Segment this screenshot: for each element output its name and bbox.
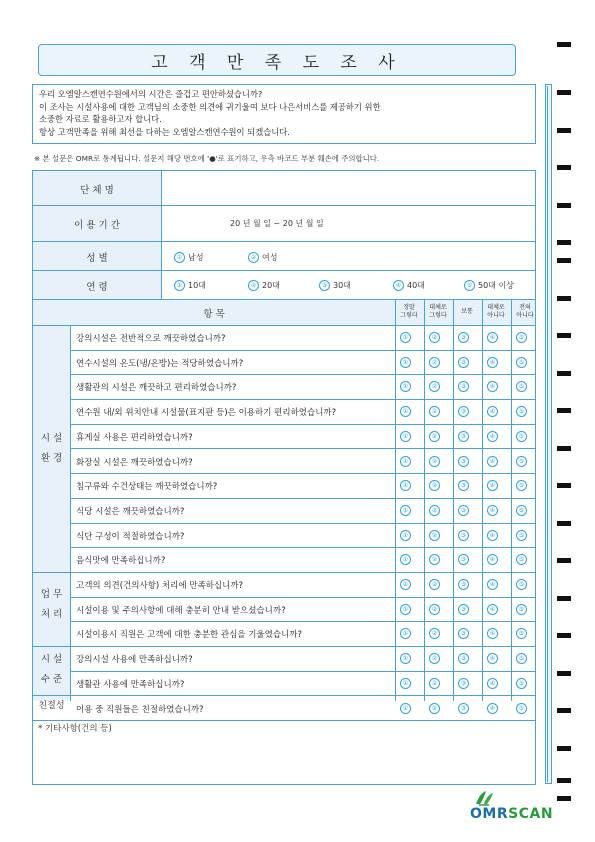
intro-line: 우리 오엠알스캔연수원에서의 시간은 즐겁고 편안하셨습니까? xyxy=(39,89,263,99)
timing-mark xyxy=(557,128,571,133)
logo-text-scan: SCAN xyxy=(508,806,554,822)
logo-text xyxy=(470,806,553,822)
answer-bubble-1[interactable]: ① xyxy=(400,480,411,491)
answer-bubble-1[interactable]: ① xyxy=(400,406,411,417)
answer-bubble-1[interactable]: ① xyxy=(400,653,411,664)
answer-bubble-3[interactable]: ③ xyxy=(458,332,469,343)
answer-bubble-4[interactable]: ④ xyxy=(487,604,498,615)
answer-bubble-3[interactable]: ③ xyxy=(458,505,469,516)
question-text: 화장실 시설은 깨끗하였습니까? xyxy=(76,457,193,468)
answer-bubble-4[interactable]: ④ xyxy=(487,678,498,689)
answer-bubble-5[interactable]: ⑤ xyxy=(516,406,527,417)
period-label: 이 용 기 간 xyxy=(74,220,120,231)
question-text: 식당 시설은 깨끗하였습니까? xyxy=(76,506,185,517)
answer-bubble-4[interactable]: ④ xyxy=(487,554,498,565)
answer-bubble-3[interactable]: ③ xyxy=(458,431,469,442)
question-text: 강의시설은 전반적으로 깨끗하였습니까? xyxy=(76,334,226,344)
gender-bubble-2[interactable]: ② xyxy=(248,252,259,263)
answer-bubble-1[interactable]: ① xyxy=(400,579,411,590)
answer-bubble-3[interactable]: ③ xyxy=(458,628,469,639)
answer-bubble-2[interactable]: ② xyxy=(429,703,440,714)
age-bubble-2[interactable]: ② xyxy=(248,280,259,291)
answer-bubble-4[interactable]: ④ xyxy=(487,480,498,491)
timing-mark xyxy=(557,203,571,208)
gender-label: 성 별 xyxy=(86,253,108,264)
answer-bubble-5[interactable]: ⑤ xyxy=(516,332,527,343)
timing-mark xyxy=(557,240,571,245)
answer-bubble-5[interactable]: ⑤ xyxy=(516,505,527,516)
timing-mark xyxy=(557,633,571,638)
timing-mark xyxy=(557,708,571,713)
answer-bubble-1[interactable]: ① xyxy=(400,703,411,714)
question-text: 식단 구성이 적절하였습니까? xyxy=(76,531,185,542)
timing-mark xyxy=(557,521,571,526)
question-text: 이용 중 직원들은 친절하였습니까? xyxy=(76,704,204,715)
answer-bubble-5[interactable]: ⑤ xyxy=(516,628,527,639)
gender-option-male: 남성 xyxy=(188,253,204,262)
answer-bubble-4[interactable]: ④ xyxy=(487,530,498,541)
answer-bubble-3[interactable]: ③ xyxy=(458,579,469,590)
answer-bubble-5[interactable]: ⑤ xyxy=(516,678,527,689)
question-text: 생활관 사용에 만족하십니까? xyxy=(76,679,185,690)
age-option-40s: 40대 xyxy=(407,281,425,290)
answer-bubble-4[interactable]: ④ xyxy=(487,406,498,417)
answer-bubble-5[interactable]: ⑤ xyxy=(516,579,527,590)
answer-bubble-2[interactable]: ② xyxy=(429,505,440,516)
instruction-note: ※ 본 설문은 OMR로 통계됩니다. 설문지 해당 번호에 '●'로 표기하고, 우측 바코드 부분 훼손에 주의합니다. xyxy=(34,154,380,163)
answer-bubble-3[interactable]: ③ xyxy=(458,530,469,541)
answer-bubble-3[interactable]: ③ xyxy=(458,357,469,368)
scale-header-1: 정말 그렇다 xyxy=(400,304,418,319)
timing-mark xyxy=(557,165,571,170)
answer-bubble-5[interactable]: ⑤ xyxy=(516,604,527,615)
answer-bubble-2[interactable]: ② xyxy=(429,381,440,392)
answer-bubble-1[interactable]: ① xyxy=(400,456,411,467)
gender-bubble-1[interactable]: ① xyxy=(174,252,185,263)
org-label: 단 체 명 xyxy=(80,185,114,196)
answer-bubble-4[interactable]: ④ xyxy=(487,579,498,590)
answer-bubble-5[interactable]: ⑤ xyxy=(516,703,527,714)
answer-bubble-2[interactable]: ② xyxy=(429,554,440,565)
scale-header-3: 보통 xyxy=(461,308,473,315)
gender-option-female: 여성 xyxy=(262,253,278,262)
period-value[interactable]: 20 년 월 일 ~ 20 년 월 일 xyxy=(230,219,324,228)
timing-mark xyxy=(557,371,571,376)
answer-bubble-4[interactable]: ④ xyxy=(487,628,498,639)
scale-header-4: 대체로 아니다 xyxy=(487,304,505,319)
answer-bubble-3[interactable]: ③ xyxy=(458,653,469,664)
question-text: 연수원 내/외 위치안내 시설물(표지판 등)은 이용하기 편리하였습니까? xyxy=(76,408,337,419)
page-title: 고 객 만 족 도 조 사 xyxy=(38,44,516,76)
answer-bubble-1[interactable]: ① xyxy=(400,604,411,615)
age-option-20s: 20대 xyxy=(262,281,280,290)
answer-bubble-5[interactable]: ⑤ xyxy=(516,381,527,392)
intro-line: 이 조사는 시설사용에 대한 고객님의 소중한 의견에 귀기울여 보다 나은서비스를 제공하기 위한 xyxy=(39,101,381,112)
timing-mark xyxy=(557,333,571,338)
group-column-shade xyxy=(33,325,70,701)
answer-bubble-4[interactable]: ④ xyxy=(487,456,498,467)
answer-bubble-4[interactable]: ④ xyxy=(487,653,498,664)
answer-bubble-3[interactable]: ③ xyxy=(458,381,469,392)
answer-bubble-4[interactable]: ④ xyxy=(487,505,498,516)
intro-text xyxy=(32,84,536,144)
answer-bubble-5[interactable]: ⑤ xyxy=(516,480,527,491)
answer-bubble-4[interactable]: ④ xyxy=(487,357,498,368)
question-text: 시설이용시 직원은 고객에 대한 충분한 관심을 기울였습니까? xyxy=(76,630,303,641)
answer-bubble-3[interactable]: ③ xyxy=(458,554,469,565)
answer-bubble-1[interactable]: ① xyxy=(400,678,411,689)
answer-bubble-1[interactable]: ① xyxy=(400,505,411,516)
answer-bubble-1[interactable]: ① xyxy=(400,530,411,541)
timing-mark xyxy=(557,558,571,563)
intro-line: 소중한 자료로 활용하고자 합니다. xyxy=(39,114,162,124)
answer-bubble-5[interactable]: ⑤ xyxy=(516,431,527,442)
answer-bubble-2[interactable]: ② xyxy=(429,604,440,615)
other-comments-label: * 기타사항(건의 등) xyxy=(38,724,112,734)
age-bubble-4[interactable]: ④ xyxy=(393,280,404,291)
omrscan-logo xyxy=(470,790,554,824)
answer-bubble-2[interactable]: ② xyxy=(429,332,440,343)
item-header: 항 목 xyxy=(203,309,225,320)
answer-bubble-2[interactable]: ② xyxy=(429,628,440,639)
question-text: 고객의 의견(건의사항) 처리에 만족하십니까? xyxy=(76,581,244,591)
answer-bubble-2[interactable]: ② xyxy=(429,678,440,689)
answer-bubble-5[interactable]: ⑤ xyxy=(516,653,527,664)
answer-bubble-1[interactable]: ① xyxy=(400,332,411,343)
answer-bubble-4[interactable]: ④ xyxy=(487,332,498,343)
answer-bubble-3[interactable]: ③ xyxy=(458,406,469,417)
group-label-operations: 업 무 처 리 xyxy=(40,589,63,620)
answer-bubble-2[interactable]: ② xyxy=(429,431,440,442)
answer-bubble-3[interactable]: ③ xyxy=(458,678,469,689)
answer-bubble-3[interactable]: ③ xyxy=(458,703,469,714)
survey-form xyxy=(32,170,536,785)
timing-mark xyxy=(557,483,571,488)
question-text: 연수시설의 온도(냉/온방)는 적당하였습니까? xyxy=(76,358,244,369)
group-label-kindness: 친절성 xyxy=(38,701,65,711)
timing-mark xyxy=(557,671,571,676)
age-bubble-1[interactable]: ① xyxy=(174,280,185,291)
timing-mark xyxy=(557,258,571,263)
timing-mark xyxy=(557,746,571,751)
age-label: 연 령 xyxy=(86,282,108,293)
intro-line: 항상 고객만족을 위해 최선을 다하는 오엠알스캔연수원이 되겠습니다. xyxy=(39,126,290,137)
question-text: 휴게실 사용은 편리하였습니까? xyxy=(76,432,193,443)
answer-bubble-5[interactable]: ⑤ xyxy=(516,357,527,368)
answer-bubble-1[interactable]: ① xyxy=(400,431,411,442)
group-label-facility-env: 시 설 환 경 xyxy=(40,433,63,464)
answer-bubble-2[interactable]: ② xyxy=(429,480,440,491)
scale-header-2: 대체로 그렇다 xyxy=(429,304,447,319)
question-text: 시설이용 및 주의사항에 대해 충분히 안내 받으셨습니까? xyxy=(76,605,286,616)
answer-bubble-1[interactable]: ① xyxy=(400,357,411,368)
question-text: 생활관의 시설은 깨끗하고 편리하였습니까? xyxy=(76,383,237,394)
question-text: 침구류와 수건상태는 깨끗하였습니까? xyxy=(76,482,218,493)
answer-bubble-2[interactable]: ② xyxy=(429,653,440,664)
answer-bubble-3[interactable]: ③ xyxy=(458,480,469,491)
age-bubble-3[interactable]: ③ xyxy=(319,280,330,291)
answer-bubble-1[interactable]: ① xyxy=(400,554,411,565)
group-label-facility-level: 시 설 수 준 xyxy=(40,654,63,685)
timing-mark xyxy=(557,796,571,801)
question-text: 강의시설 사용에 만족하십니까? xyxy=(76,655,193,666)
timing-mark xyxy=(557,596,571,601)
scale-header-5: 전혀 아니다 xyxy=(516,304,534,319)
timing-mark xyxy=(557,90,571,95)
answer-bubble-3[interactable]: ③ xyxy=(458,604,469,615)
question-text: 음식맛에 만족하십니까? xyxy=(76,556,166,567)
timing-mark xyxy=(557,446,571,451)
answer-bubble-5[interactable]: ⑤ xyxy=(516,530,527,541)
answer-bubble-3[interactable]: ③ xyxy=(458,456,469,467)
answer-bubble-2[interactable]: ② xyxy=(429,579,440,590)
answer-bubble-1[interactable]: ① xyxy=(400,381,411,392)
age-option-30s: 30대 xyxy=(333,281,351,290)
answer-bubble-2[interactable]: ② xyxy=(429,406,440,417)
age-option-10s: 10대 xyxy=(188,281,206,290)
answer-bubble-1[interactable]: ① xyxy=(400,628,411,639)
barcode-rail-inner xyxy=(547,86,550,782)
answer-bubble-2[interactable]: ② xyxy=(429,530,440,541)
timing-mark xyxy=(557,42,571,47)
answer-bubble-4[interactable]: ④ xyxy=(487,431,498,442)
answer-bubble-4[interactable]: ④ xyxy=(487,703,498,714)
answer-bubble-4[interactable]: ④ xyxy=(487,381,498,392)
answer-bubble-5[interactable]: ⑤ xyxy=(516,456,527,467)
timing-mark xyxy=(557,296,571,301)
answer-bubble-2[interactable]: ② xyxy=(429,357,440,368)
answer-bubble-5[interactable]: ⑤ xyxy=(516,554,527,565)
answer-bubble-2[interactable]: ② xyxy=(429,456,440,467)
age-bubble-5[interactable]: ⑤ xyxy=(464,280,475,291)
timing-mark xyxy=(557,778,571,783)
timing-mark xyxy=(557,408,571,413)
age-option-50s-plus: 50대 이상 xyxy=(478,281,514,290)
logo-text-omr: OMR xyxy=(470,806,509,822)
